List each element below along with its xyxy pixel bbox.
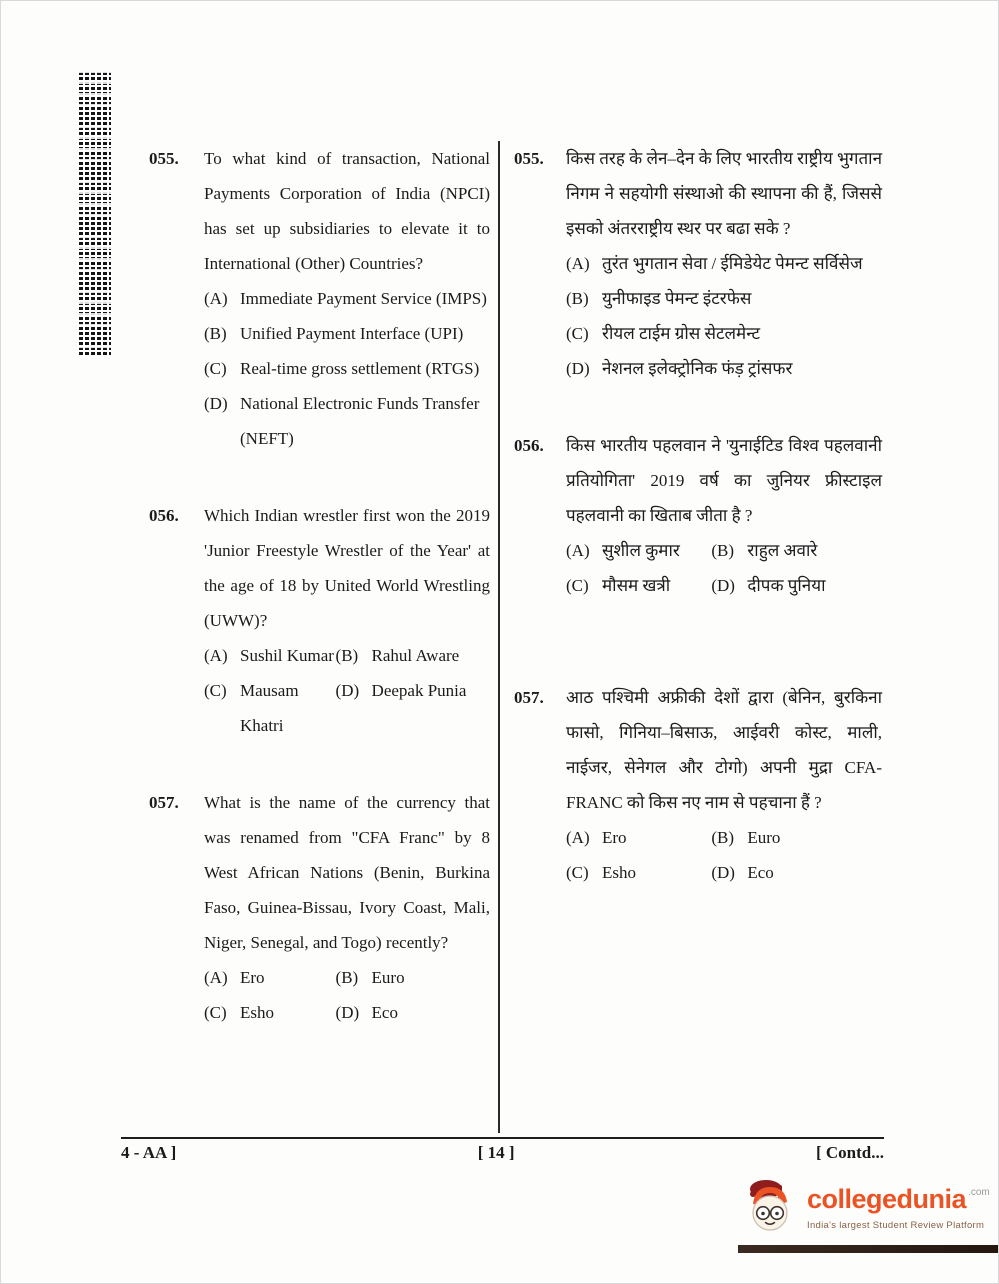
option-d (336, 995, 490, 1030)
option-b (566, 281, 882, 316)
option-d (204, 386, 490, 456)
footer-page-number: [ 14 ] (477, 1143, 515, 1162)
question-number: 057. (514, 688, 544, 707)
option-b (711, 533, 882, 568)
option-d (711, 568, 882, 603)
option-label: (C) (204, 1003, 227, 1022)
brand-tagline: India's largest Student Review Platform (807, 1220, 985, 1231)
option-a (566, 820, 711, 855)
column-divider (498, 141, 500, 1133)
option-a (566, 533, 711, 568)
option-label: (D) (335, 1003, 360, 1022)
option-text: Immediate Payment Service (IMPS) (240, 289, 487, 308)
question-text: What is the name of the currency that was renamed from "CFA Franc" by 8 West African Nations (Benin, Burkina Faso, Guinea-Bissau, Ivory Coast, Mali, Niger, Senegal, and Togo) recently? (204, 793, 490, 952)
question-text: किस तरह के लेन–देन के लिए भारतीय राष्ट्रीय भुगतान निगम ने सहयोगी संस्थाओ की स्थापना की हैं, जिससे इसको अंतरराष्ट्रीय स्थर पर बढा सके ? (566, 149, 882, 238)
option-text: युनीफाइड पेमन्ट इंटरफेस (602, 289, 752, 308)
option-row (204, 638, 490, 673)
option-label: (C) (204, 681, 227, 700)
bottom-scan-bar (738, 1245, 999, 1253)
question-body (566, 680, 882, 890)
option-label: (B) (335, 968, 359, 987)
option-label: (A) (566, 254, 590, 273)
option-label: (A) (204, 289, 228, 308)
collegedunia-logo (741, 1176, 990, 1241)
question-text: Which Indian wrestler first won the 2019 'Junior Freestyle Wrestler of the Year' at the age of 18 by United World Wrestling (UWW)? (204, 506, 490, 630)
question-body (204, 498, 490, 743)
brand-tld: .com (968, 1187, 990, 1198)
hindi-column (514, 141, 882, 932)
footer-set-code: 4 - AA ] (121, 1143, 177, 1162)
options (204, 638, 490, 743)
option-text: Eco (371, 1003, 398, 1022)
option-d (711, 855, 882, 890)
question-number: 056. (514, 436, 544, 455)
question-body (204, 785, 490, 1030)
question-055-hi (514, 141, 882, 386)
footer (121, 1143, 884, 1163)
option-row (204, 995, 490, 1030)
option-a (204, 638, 336, 673)
option-text: तुरंत भुगतान सेवा / ईमिडेयेट पेमन्ट सर्विसेज (602, 254, 863, 273)
brand-text (807, 1176, 990, 1231)
option-a (204, 281, 490, 316)
option-c (204, 995, 336, 1030)
option-text: नेशनल इलेक्ट्रोनिक फंड़ ट्रांसफर (602, 359, 793, 378)
question-text: आठ पश्चिमी अफ्रीकी देशों द्वारा (बेनिन, बुरकिना फासो, गिनिया–बिसाऊ, आईवरी कोस्ट, माली, नाईजर, सेनेगल और टोगो) अपनी मुद्रा CFA-FRANC को किस नए नाम से पहचाना हैं ? (566, 688, 882, 812)
question-056-hi (514, 428, 882, 638)
option-label: (A) (566, 541, 590, 560)
option-label: (B) (566, 289, 589, 308)
option-label: (C) (566, 324, 589, 343)
option-label: (A) (566, 828, 590, 847)
option-label: (C) (204, 359, 227, 378)
option-row (204, 673, 490, 743)
option-a (566, 246, 882, 281)
option-label: (B) (711, 541, 735, 560)
question-text: To what kind of transaction, National Payments Corporation of India (NPCI) has set up subsidiaries to elevate it to International (Other) Countries? (204, 149, 490, 273)
english-column (149, 141, 490, 1072)
option-label: (B) (711, 828, 735, 847)
options (204, 960, 490, 1030)
option-row (566, 568, 882, 603)
option-text: Unified Payment Interface (UPI) (240, 324, 464, 343)
options (566, 533, 882, 603)
footer-contd: [ Contd... (815, 1143, 884, 1162)
footer-rule (121, 1137, 884, 1139)
option-a (204, 960, 336, 995)
question-number: 055. (514, 149, 544, 168)
option-text: Real-time gross settlement (RTGS) (240, 359, 480, 378)
option-label: (C) (566, 863, 589, 882)
option-text: दीपक पुनिया (747, 576, 826, 595)
option-c (566, 568, 711, 603)
options (566, 820, 882, 890)
option-c (566, 855, 711, 890)
option-text: Euro (747, 828, 781, 847)
options (204, 281, 490, 456)
option-b (336, 960, 490, 995)
question-text: किस भारतीय पहलवान ने 'युनाईटिड विश्व पहलवानी प्रतियोगिता' 2019 वर्ष का जुनियर फ्रीस्टाइल पहलवानी का खिताब जीता है ? (566, 436, 882, 525)
option-label: (D) (204, 394, 228, 413)
option-row (204, 960, 490, 995)
option-d (336, 673, 490, 743)
option-c (204, 351, 490, 386)
option-text: Esho (240, 1003, 274, 1022)
question-body (566, 428, 882, 638)
option-label: (A) (204, 968, 228, 987)
option-b (336, 638, 490, 673)
option-b (711, 820, 882, 855)
option-text: Euro (371, 968, 405, 987)
question-055-en (149, 141, 490, 456)
option-text: मौसम खत्री (602, 576, 671, 595)
question-057-en (149, 785, 490, 1030)
option-label: (B) (335, 646, 359, 665)
option-text: National Electronic Funds Transfer (NEFT) (240, 394, 480, 448)
option-text: सुशील कुमार (602, 541, 680, 560)
option-text: Mausam Khatri (240, 681, 299, 735)
option-label: (C) (566, 576, 589, 595)
option-d (566, 351, 882, 386)
options (566, 246, 882, 386)
option-text: राहुल अवारे (747, 541, 818, 560)
option-c (566, 316, 882, 351)
option-label: (A) (204, 646, 228, 665)
barcode (77, 71, 111, 357)
question-number: 055. (149, 149, 179, 168)
option-row (566, 820, 882, 855)
option-c (204, 673, 336, 743)
question-057-hi (514, 680, 882, 890)
option-row (566, 533, 882, 568)
question-body (204, 141, 490, 456)
question-number: 057. (149, 793, 179, 812)
option-text: Esho (602, 863, 636, 882)
option-text: रीयल टाईम ग्रोस सेटलमेन्ट (602, 324, 761, 343)
collegedunia-mascot-icon (741, 1176, 799, 1241)
option-text: Deepak Punia (371, 681, 467, 700)
option-text: Ero (602, 828, 627, 847)
option-text: Eco (747, 863, 774, 882)
option-b (204, 316, 490, 351)
option-label: (D) (566, 359, 590, 378)
question-number: 056. (149, 506, 179, 525)
option-text: Rahul Aware (371, 646, 460, 665)
option-row (566, 855, 882, 890)
question-056-en (149, 498, 490, 743)
brand-name: collegedunia (807, 1184, 967, 1214)
option-text: Ero (240, 968, 265, 987)
option-text: Sushil Kumar (240, 646, 334, 665)
option-label: (D) (711, 863, 735, 882)
option-label: (D) (335, 681, 360, 700)
question-body (566, 141, 882, 386)
option-label: (B) (204, 324, 227, 343)
option-label: (D) (711, 576, 735, 595)
